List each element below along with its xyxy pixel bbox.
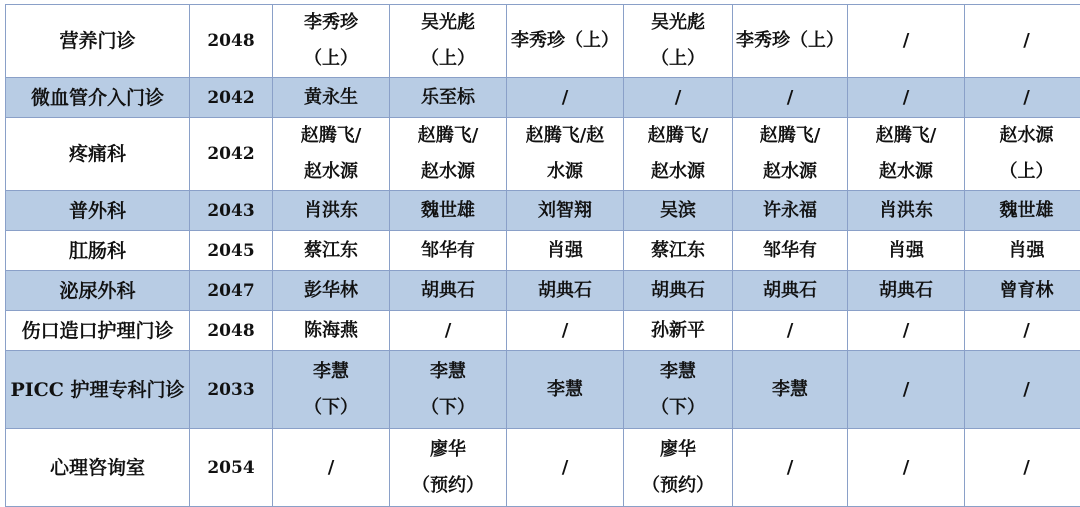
table-row	[6, 311, 1080, 351]
doctor-schedule-cell	[507, 231, 624, 271]
doctor-name-line: 赵腾飞/	[392, 118, 504, 154]
doctor-name-line: 吴滨	[626, 193, 730, 229]
doctor-schedule-cell	[507, 271, 624, 311]
doctor-name-line: 廖华	[626, 432, 730, 468]
doctor-schedule-cell	[848, 5, 965, 78]
doctor-schedule-cell	[848, 191, 965, 231]
room-number: 2042	[190, 78, 273, 118]
doctor-name-line: 廖华	[392, 432, 504, 468]
doctor-name-line: 曾育林	[967, 273, 1080, 309]
doctor-schedule-cell	[733, 231, 848, 271]
room-number: 2033	[190, 351, 273, 429]
doctor-schedule-cell	[965, 311, 1080, 351]
doctor-name-line: 蔡江东	[626, 233, 730, 269]
table-row	[6, 78, 1080, 118]
doctor-name-line: /	[967, 313, 1080, 349]
doctor-schedule-cell	[273, 231, 390, 271]
doctor-schedule-cell	[390, 118, 507, 191]
doctor-name-line: 赵腾飞/赵	[509, 118, 621, 154]
doctor-schedule-cell	[390, 231, 507, 271]
doctor-schedule-cell	[624, 191, 733, 231]
doctor-name-line: 刘智翔	[509, 193, 621, 229]
doctor-schedule-cell	[273, 191, 390, 231]
doctor-name-line: /	[275, 450, 387, 486]
doctor-schedule-cell	[507, 191, 624, 231]
doctor-name-line: 李慧	[735, 372, 845, 408]
doctor-name-line: 邹华有	[392, 233, 504, 269]
doctor-schedule-cell	[390, 271, 507, 311]
doctor-name-line: 胡典石	[735, 273, 845, 309]
doctor-name-line: /	[967, 372, 1080, 408]
doctor-name-line: /	[967, 23, 1080, 59]
doctor-schedule-cell	[965, 118, 1080, 191]
doctor-name-line: 李慧	[509, 372, 621, 408]
doctor-name-line: 蔡江东	[275, 233, 387, 269]
doctor-schedule-cell	[624, 271, 733, 311]
doctor-schedule-cell	[733, 191, 848, 231]
doctor-name-line: /	[967, 450, 1080, 486]
doctor-name-line: 陈海燕	[275, 313, 387, 349]
room-number: 2048	[190, 5, 273, 78]
table-row	[6, 118, 1080, 191]
doctor-schedule-cell	[507, 311, 624, 351]
doctor-name-line: 肖强	[967, 233, 1080, 269]
table-row	[6, 271, 1080, 311]
doctor-name-line: /	[850, 80, 962, 116]
room-number: 2042	[190, 118, 273, 191]
doctor-name-line: 赵水源	[735, 154, 845, 190]
doctor-schedule-cell	[848, 78, 965, 118]
doctor-schedule-cell	[390, 78, 507, 118]
doctor-schedule-cell	[624, 311, 733, 351]
doctor-schedule-cell	[624, 5, 733, 78]
doctor-name-line: 肖强	[850, 233, 962, 269]
doctor-schedule-cell	[733, 271, 848, 311]
department-name: 伤口造口护理门诊	[6, 311, 190, 351]
doctor-name-line: 吴光彪	[392, 5, 504, 41]
doctor-name-line: 肖洪东	[275, 193, 387, 229]
doctor-schedule-cell	[965, 231, 1080, 271]
doctor-name-line: 乐至标	[392, 80, 504, 116]
doctor-schedule-cell	[273, 118, 390, 191]
room-number: 2045	[190, 231, 273, 271]
doctor-name-line: 胡典石	[509, 273, 621, 309]
doctor-name-line: 肖强	[509, 233, 621, 269]
doctor-name-line: （预约）	[626, 468, 730, 504]
schedule-body	[6, 5, 1080, 507]
doctor-schedule-cell	[965, 429, 1080, 507]
doctor-name-line: （上）	[626, 41, 730, 77]
doctor-schedule-cell	[965, 191, 1080, 231]
doctor-schedule-cell	[848, 311, 965, 351]
doctor-name-line: 赵水源	[626, 154, 730, 190]
room-number: 2043	[190, 191, 273, 231]
doctor-schedule-cell	[965, 271, 1080, 311]
doctor-name-line: /	[735, 450, 845, 486]
doctor-schedule-cell	[507, 5, 624, 78]
doctor-name-line: /	[735, 313, 845, 349]
clinic-schedule-table	[5, 4, 1080, 507]
doctor-name-line: （下）	[275, 390, 387, 426]
doctor-name-line: （预约）	[392, 468, 504, 504]
doctor-schedule-cell	[848, 231, 965, 271]
doctor-schedule-cell	[965, 5, 1080, 78]
doctor-name-line: 胡典石	[392, 273, 504, 309]
doctor-name-line: /	[509, 313, 621, 349]
doctor-schedule-cell	[624, 231, 733, 271]
department-name: PICC 护理专科门诊	[6, 351, 190, 429]
doctor-schedule-cell	[507, 351, 624, 429]
table-row	[6, 5, 1080, 78]
table-row	[6, 351, 1080, 429]
doctor-name-line: 黄永生	[275, 80, 387, 116]
doctor-name-line: （下）	[626, 390, 730, 426]
doctor-schedule-cell	[624, 118, 733, 191]
department-name: 泌尿外科	[6, 271, 190, 311]
doctor-name-line: （下）	[392, 390, 504, 426]
doctor-name-line: 赵水源	[392, 154, 504, 190]
doctor-schedule-cell	[273, 78, 390, 118]
doctor-name-line: 李秀珍	[275, 5, 387, 41]
doctor-name-line: 魏世雄	[392, 193, 504, 229]
doctor-name-line: 赵水源	[967, 118, 1080, 154]
doctor-schedule-cell	[390, 351, 507, 429]
table-row	[6, 231, 1080, 271]
doctor-name-line: /	[509, 80, 621, 116]
doctor-name-line: /	[967, 80, 1080, 116]
doctor-schedule-cell	[273, 311, 390, 351]
doctor-schedule-cell	[507, 429, 624, 507]
department-name: 营养门诊	[6, 5, 190, 78]
doctor-name-line: 李秀珍（上）	[509, 23, 621, 59]
doctor-schedule-cell	[733, 351, 848, 429]
doctor-schedule-cell	[733, 311, 848, 351]
doctor-schedule-cell	[965, 351, 1080, 429]
doctor-schedule-cell	[507, 118, 624, 191]
doctor-schedule-cell	[848, 351, 965, 429]
table-row	[6, 191, 1080, 231]
doctor-schedule-cell	[733, 5, 848, 78]
doctor-schedule-cell	[390, 5, 507, 78]
doctor-name-line: 孙新平	[626, 313, 730, 349]
department-name: 肛肠科	[6, 231, 190, 271]
doctor-schedule-cell	[390, 191, 507, 231]
doctor-schedule-cell	[848, 429, 965, 507]
doctor-name-line: 魏世雄	[967, 193, 1080, 229]
doctor-schedule-cell	[624, 429, 733, 507]
doctor-name-line: 邹华有	[735, 233, 845, 269]
doctor-name-line: 赵水源	[850, 154, 962, 190]
doctor-name-line: 赵水源	[275, 154, 387, 190]
department-name: 普外科	[6, 191, 190, 231]
doctor-name-line: 赵腾飞/	[626, 118, 730, 154]
department-name: 微血管介入门诊	[6, 78, 190, 118]
doctor-schedule-cell	[273, 5, 390, 78]
doctor-name-line: 彭华林	[275, 273, 387, 309]
doctor-name-line: /	[850, 313, 962, 349]
doctor-name-line: 李秀珍（上）	[735, 23, 845, 59]
doctor-schedule-cell	[273, 271, 390, 311]
doctor-name-line: /	[509, 450, 621, 486]
room-number: 2048	[190, 311, 273, 351]
doctor-name-line: /	[626, 80, 730, 116]
doctor-name-line: 赵腾飞/	[275, 118, 387, 154]
department-name: 疼痛科	[6, 118, 190, 191]
doctor-name-line: 吴光彪	[626, 5, 730, 41]
doctor-schedule-cell	[273, 429, 390, 507]
doctor-schedule-cell	[390, 429, 507, 507]
doctor-schedule-cell	[624, 78, 733, 118]
doctor-schedule-cell	[624, 351, 733, 429]
table-row	[6, 429, 1080, 507]
doctor-name-line: 肖洪东	[850, 193, 962, 229]
doctor-schedule-cell	[273, 351, 390, 429]
doctor-schedule-cell	[848, 271, 965, 311]
doctor-name-line: 胡典石	[850, 273, 962, 309]
room-number: 2047	[190, 271, 273, 311]
doctor-name-line: 李慧	[275, 354, 387, 390]
doctor-name-line: 许永福	[735, 193, 845, 229]
doctor-name-line: /	[850, 450, 962, 486]
doctor-schedule-cell	[507, 78, 624, 118]
doctor-name-line: 李慧	[626, 354, 730, 390]
doctor-name-line: /	[392, 313, 504, 349]
department-name: 心理咨询室	[6, 429, 190, 507]
room-number: 2054	[190, 429, 273, 507]
doctor-name-line: /	[850, 372, 962, 408]
doctor-schedule-cell	[733, 78, 848, 118]
doctor-name-line: （上）	[392, 41, 504, 77]
doctor-schedule-cell	[733, 429, 848, 507]
doctor-name-line: （上）	[275, 41, 387, 77]
doctor-name-line: /	[735, 80, 845, 116]
doctor-name-line: 李慧	[392, 354, 504, 390]
doctor-schedule-cell	[848, 118, 965, 191]
doctor-name-line: 水源	[509, 154, 621, 190]
doctor-name-line: （上）	[967, 154, 1080, 190]
doctor-name-line: 赵腾飞/	[850, 118, 962, 154]
doctor-schedule-cell	[390, 311, 507, 351]
doctor-schedule-cell	[733, 118, 848, 191]
doctor-schedule-cell	[965, 78, 1080, 118]
doctor-name-line: 赵腾飞/	[735, 118, 845, 154]
doctor-name-line: /	[850, 23, 962, 59]
doctor-name-line: 胡典石	[626, 273, 730, 309]
